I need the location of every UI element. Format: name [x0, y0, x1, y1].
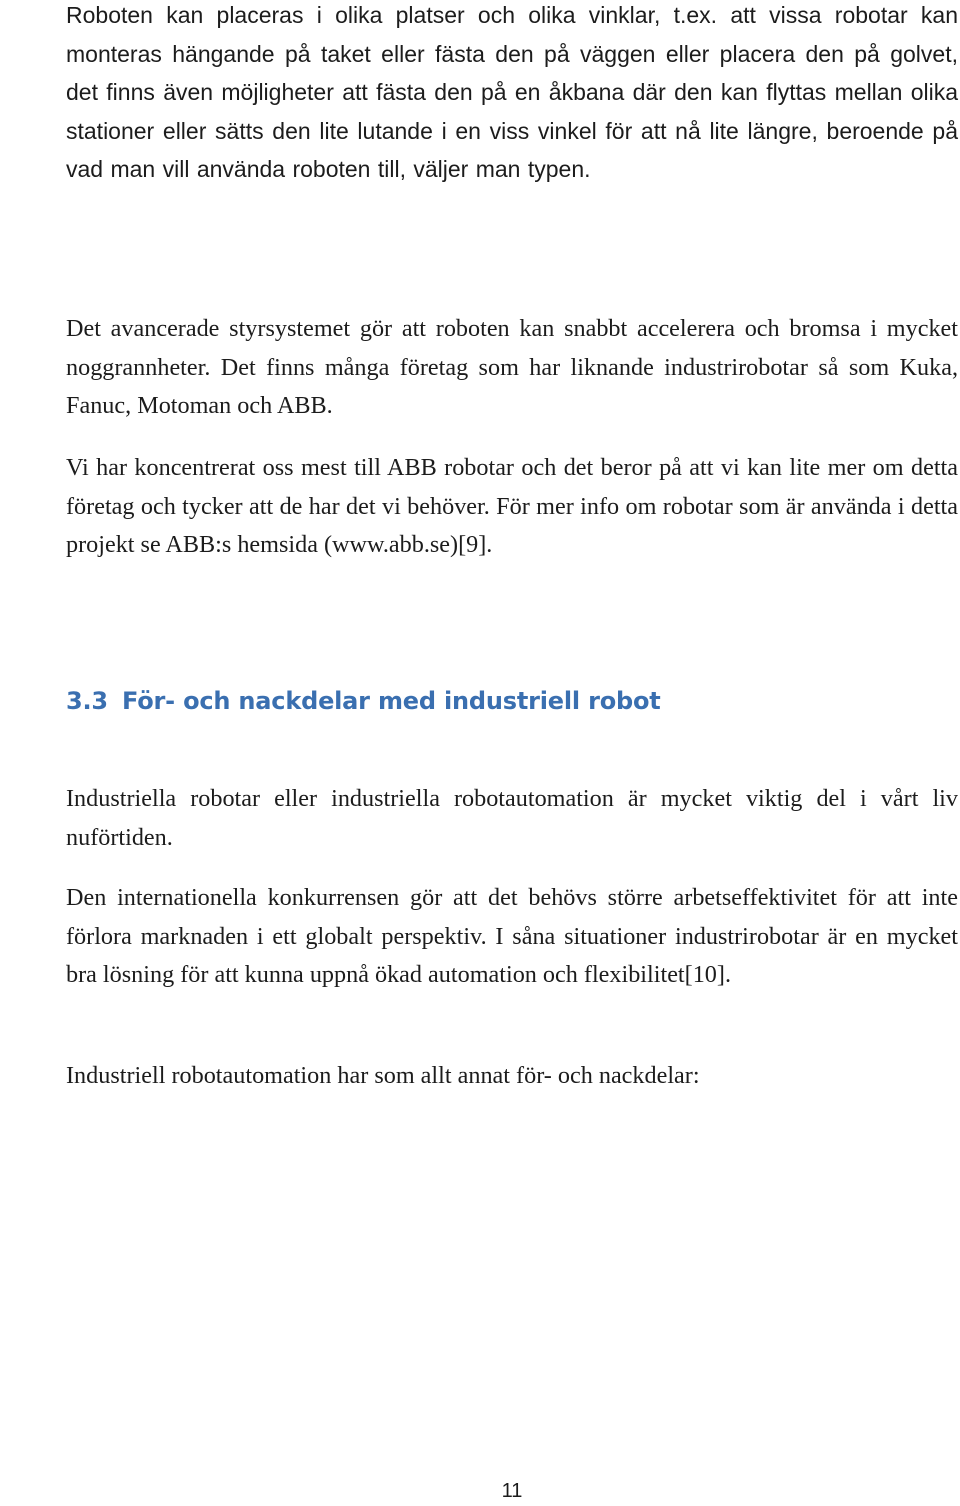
paragraph-robot-placement: Roboten kan placeras i olika platser och olika vinklar, t.ex. att vissa robotar kan monteras hängande på taket eller fästa den på väggen eller placera den på golvet, det finns även möjligheter att fästa den på en åkbana där den kan flyttas mellan olika stationer eller sätts den lite lutande i en viss vinkel för att nå lite längre, beroende på vad man vill använda roboten till, väljer man typen.	[66, 2, 958, 183]
paragraph-abb-focus: Vi har koncentrerat oss mest till ABB robotar och det beror på att vi kan lite mer om detta företag och tycker att de har det vi behöver. För mer info om robotar som är använda i detta projekt se ABB:s hemsida (www.abb.se)[9].	[66, 454, 958, 559]
paragraph-industrial-importance: Industriella robotar eller industriella robotautomation är mycket viktig del i vårt liv nuförtiden.	[66, 785, 958, 851]
section-heading	[66, 683, 661, 719]
section-title: För- och nackdelar med industriell robot	[122, 687, 661, 715]
paragraph-control-system: Det avancerade styrsystemet gör att roboten kan snabbt accelerera och bromsa i mycket noggrannheter. Det finns många företag som har liknande industrirobotar så som Kuka, Fanuc, Motoman och ABB.	[66, 315, 958, 420]
paragraph-international-competition: Den internationella konkurrensen gör att det behövs större arbetseffektivitet för att inte förlora marknaden i ett globalt perspektiv. I såna situationer industrirobotar är en mycket bra lösning för att kunna uppnå ökad automation och flexibilitet[10].	[66, 884, 958, 989]
paragraph-pros-cons-intro: Industriell robotautomation har som allt annat för- och nackdelar:	[66, 1062, 700, 1089]
section-number: 3.3	[66, 687, 108, 715]
page-number: 11	[501, 1480, 523, 1502]
